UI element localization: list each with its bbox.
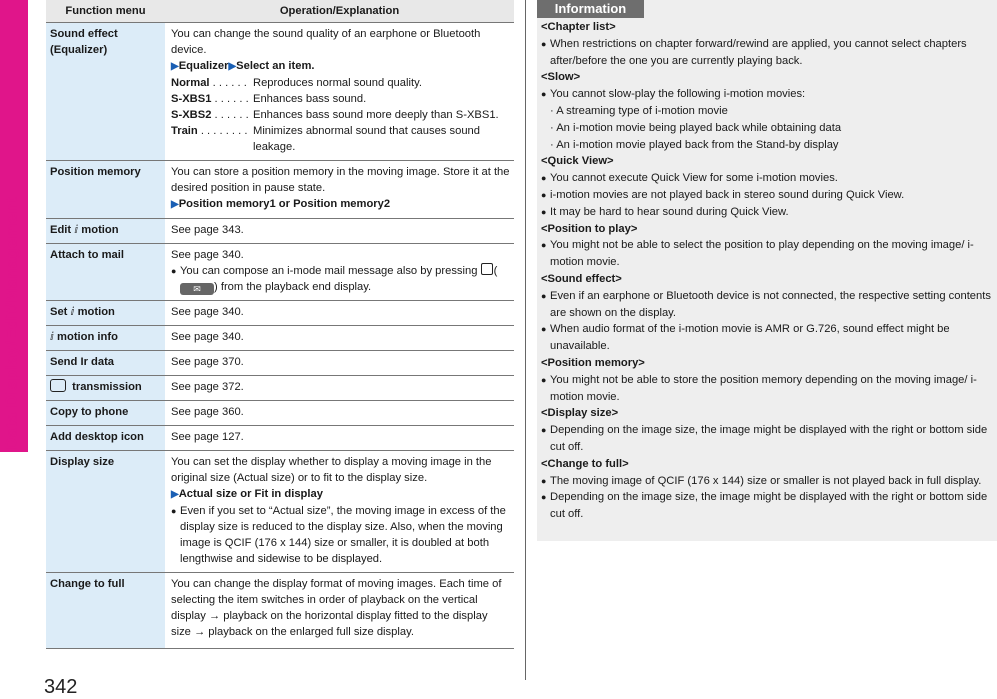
table-row-add-desktop-icon: Add desktop icon See page 127. [46, 426, 514, 451]
table-row-attach-to-mail: Attach to mail See page 340. ● You can compose an i-mode mail message also by pressing (✉ ) from the playback end display. [46, 244, 514, 301]
bullet-icon: ● [171, 506, 177, 516]
table-row-set-motion: Set ⅈ motion See page 340. [46, 301, 514, 326]
information-body [541, 19, 996, 523]
bullet-icon: ● [541, 475, 547, 486]
info-sub-item: · An i-motion movie being played back while obtaining data [550, 121, 842, 134]
information-title: Information [537, 0, 644, 18]
info-section-heading: <Quick View> [541, 155, 614, 168]
info-bullet: ● When audio format of the i-motion movie is AMR or G.726, sound effect might be unavailable. [541, 321, 996, 355]
bullet-icon: ● [541, 206, 547, 217]
function-menu-table [46, 0, 514, 649]
step-arrow-icon: ▶ [171, 489, 179, 500]
info-bullet: ● Depending on the image size, the image might be displayed with the right or bottom side cut off. [541, 422, 996, 456]
table-header-row [46, 0, 514, 23]
step-arrow-icon: ▶ [228, 61, 237, 72]
header-function: Function menu [46, 0, 165, 23]
info-sub-item: · A streaming type of i-motion movie [550, 104, 728, 117]
bullet-icon: ● [171, 266, 177, 276]
header-operation: Operation/Explanation [165, 0, 514, 23]
side-tab-label: Data Display/Edit/Management [2, 196, 21, 450]
table-row-display-size: Display size You can set the display whether to display a moving image in the original size (Actual size) or to fit to the display size. ▶Actual size or Fit in display ● Even if you set to “Actual size”, the moving image in excess of the display size is reduced to the display size. Also, when the moving image is QCIF (176 x 144) size or smaller, it is doubled at both lengthwise and sidewise to be displayed. [46, 451, 514, 573]
info-section-heading: <Slow> [541, 71, 581, 84]
step-arrow-icon: ▶ [171, 199, 179, 210]
row-intro: You can change the sound quality of an earphone or Bluetooth device. [171, 28, 481, 56]
bullet-icon: ● [541, 38, 547, 49]
table-row-position-memory: Position memory You can store a position memory in the moving image. Store it at the desired position in pause state. ▶Position memory1 or Position memory2 [46, 161, 514, 219]
column-divider [525, 0, 526, 680]
info-bullet: ● You cannot execute Quick View for some i-motion movies. [541, 170, 996, 187]
list-item: S-XBS1 . . . . . . Enhances bass sound. [171, 93, 367, 105]
bullet-icon: ● [541, 240, 547, 251]
info-section-heading: <Position memory> [541, 356, 645, 369]
i-mode-i-icon: ⅈ [74, 224, 79, 236]
option-list [171, 75, 510, 155]
list-item: S-XBS2 . . . . . . Enhances bass sound more deeply than S-XBS1. [171, 109, 499, 121]
bullet-icon: ● [541, 189, 547, 200]
info-section-heading: <Change to full> [541, 457, 629, 470]
info-section-heading: <Display size> [541, 407, 619, 420]
info-bullet: ● The moving image of QCIF (176 x 144) size or smaller is not played back in full display. [541, 473, 996, 490]
mail-key-icon [481, 263, 493, 275]
list-item: Normal . . . . . . Reproduces normal sound quality. [171, 77, 422, 89]
info-section-heading: <Chapter list> [541, 21, 616, 33]
side-tab-label-box [2, 196, 26, 460]
table-row-send-ir: Send Ir data See page 370. [46, 351, 514, 376]
info-bullet: ● It may be hard to hear sound during Quick View. [541, 204, 996, 221]
info-section-heading: <Position to play> [541, 222, 638, 235]
step-2: Select an item. [236, 60, 315, 72]
infrared-icon [50, 379, 66, 392]
bullet-icon: ● [541, 89, 547, 100]
i-mode-i-icon: ⅈ [50, 331, 54, 343]
table-row-change-to-full: Change to full You can change the display format of moving images. Each time of selecting the item switches in order of playback on the vertical display → playback on the horizontal display fitted to the display size → playback on the enlarged full size display. [46, 573, 514, 649]
table-row-motion-info: ⅈ motion info See page 340. [46, 326, 514, 351]
table-row-ir-transmission: transmission See page 372. [46, 376, 514, 401]
info-bullet: ● You might not be able to select the position to play depending on the moving image/ i-motion movie. [541, 237, 996, 271]
bullet-icon: ● [541, 173, 547, 184]
info-bullet: ● When restrictions on chapter forward/rewind are applied, you cannot select chapters after/before the one you are currently playing back. [541, 36, 996, 70]
info-bullet: ● You cannot slow-play the following i-motion movies: [541, 86, 996, 103]
bullet-icon: ● [541, 492, 547, 503]
info-sub-item: · An i-motion movie played back from the Stand-by display [550, 138, 839, 151]
i-mode-i-icon: ⅈ [70, 306, 75, 318]
table-row-copy-to-phone: Copy to phone See page 360. [46, 401, 514, 426]
info-bullet: ● i-motion movies are not played back in stereo sound during Quick View. [541, 187, 996, 204]
table-row-sound-effect [46, 23, 514, 161]
bullet-icon: ● [541, 290, 547, 301]
step-1: Equalizer [178, 60, 229, 72]
info-section-heading: <Sound effect> [541, 272, 622, 285]
bullet-icon: ● [541, 374, 547, 385]
info-bullet: ● You might not be able to store the position memory depending on the moving image/ i-motion movie. [541, 372, 996, 406]
step-arrow-icon: ▶ [171, 61, 179, 72]
bullet-icon: ● [541, 425, 547, 436]
list-item: Train . . . . . . . . Minimizes abnormal sound that causes sound leakage. [171, 125, 480, 153]
page-number: 342 [44, 676, 78, 698]
row-name: Sound effect (Equalizer) [46, 23, 165, 161]
bullet-icon: ● [541, 324, 547, 335]
info-bullet: ● Depending on the image size, the image might be displayed with the right or bottom side cut off. [541, 489, 996, 523]
info-bullet: ● Even if an earphone or Bluetooth device is not connected, the respective setting contents are shown on the display. [541, 288, 996, 322]
mail-softkey-icon: ✉ [180, 283, 214, 295]
table-row-edit-motion: Edit ⅈ motion See page 343. [46, 219, 514, 244]
